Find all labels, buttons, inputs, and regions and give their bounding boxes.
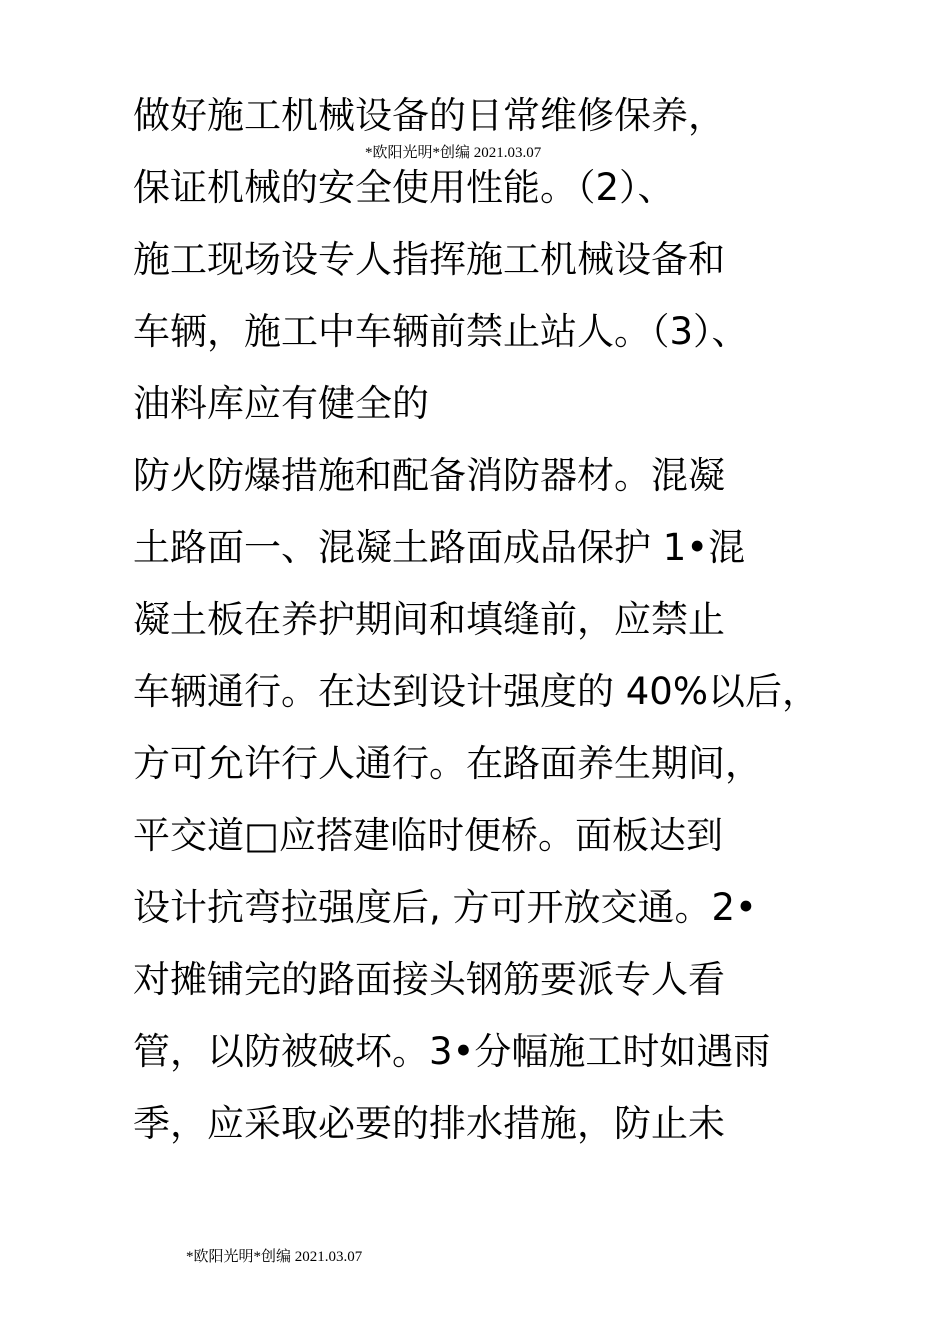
body-line-4: 车辆，施工中车辆前禁止站人。（3）、 bbox=[133, 310, 749, 353]
footer-note: *欧阳光明*创编 2021.03.07 bbox=[186, 1249, 363, 1265]
body-line-15: 季，应采取必要的排水措施，防止未 bbox=[133, 1102, 725, 1145]
body-line-3: 施工现场设专人指挥施工机械设备和 bbox=[133, 238, 725, 281]
body-line-9: 车辆通行。在达到设计强度的 40%以后， bbox=[133, 670, 819, 713]
body-line-10: 方可允许行人通行。在路面养生期间， bbox=[133, 742, 762, 785]
body-line-13: 对摊铺完的路面接头钢筋要派专人看 bbox=[133, 958, 725, 1001]
body-line-7: 土路面一、混凝土路面成品保护 1•混 bbox=[133, 526, 746, 569]
body-line-14: 管，以防被破坏。3•分幅施工时如遇雨 bbox=[133, 1030, 771, 1073]
body-line-6: 防火防爆措施和配备消防器材。混凝 bbox=[133, 454, 725, 497]
body-line-2: 保证机械的安全使用性能。（2）、 bbox=[133, 166, 675, 209]
header-note: *欧阳光明*创编 2021.03.07 bbox=[365, 145, 542, 161]
body-line-11: 平交道□应搭建临时便桥。面板达到 bbox=[133, 814, 723, 857]
body-line-1: 做好施工机械设备的日常维修保养， bbox=[133, 94, 725, 137]
body-line-8: 凝土板在养护期间和填缝前，应禁止 bbox=[133, 598, 725, 641]
body-line-5: 油料库应有健全的 bbox=[133, 382, 429, 425]
document-body bbox=[133, 90, 923, 1170]
body-line-12: 设计抗弯拉强度后, 方可开放交通。2• bbox=[133, 886, 757, 929]
